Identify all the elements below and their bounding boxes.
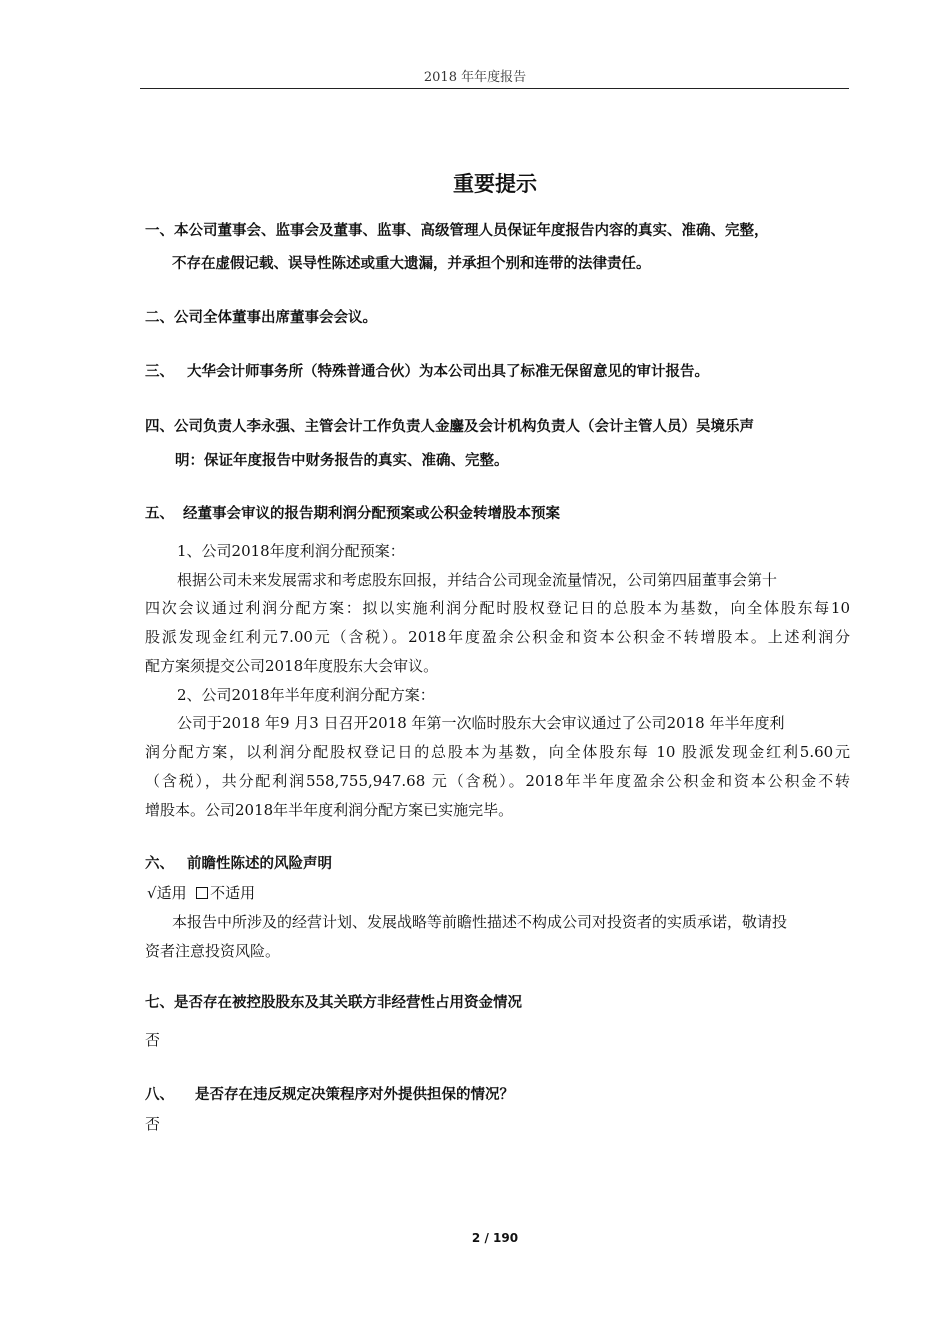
section-6-heading: 前瞻性陈述的风险声明: [187, 856, 332, 872]
page-header: 2018 年年度报告: [423, 70, 527, 85]
section-5-heading: 经董事会审议的报告期利润分配预案或公积金转增股本预案: [183, 506, 560, 522]
section-6-p-line-2: 资者注意投资风险。: [145, 942, 281, 960]
section-6-p-line-1: 本报告中所涉及的经营计划、发展战略等前瞻性描述不构成公司对投资者的实质承诺，敬请投: [172, 913, 788, 931]
section-3-text: 大华会计师事务所（特殊普通合伙）为本公司出具了标准无保留意见的审计报告。: [187, 364, 709, 380]
section-3-number: 三、: [145, 364, 174, 380]
page-title: 重要提示: [453, 172, 537, 196]
section-5-p2-line-1: 公司于2018 年9 月3 日召开2018 年第一次临时股东大会审议通过了公司2018 年半年度利: [177, 714, 785, 732]
section-1-line-1: 一、本公司董事会、监事会及董事、监事、高级管理人员保证年度报告内容的真实、准确、完整，: [145, 223, 769, 239]
check-mark-icon: √: [147, 884, 157, 902]
unchecked-box-icon: [196, 887, 208, 899]
section-8-answer: 否: [145, 1115, 161, 1133]
applicable-label: 适用: [156, 884, 187, 902]
section-8-heading: 是否存在违反规定决策程序对外提供担保的情况？: [195, 1087, 514, 1103]
section-5-p1-line-4: 配方案须提交公司2018年度股东大会审议。: [145, 657, 439, 675]
section-5-p1-line-1: 根据公司未来发展需求和考虑股东回报，并结合公司现金流量情况，公司第四届董事会第十: [177, 571, 778, 589]
header-divider: [140, 88, 849, 89]
section-5-sub-1: 1、公司2018年度利润分配预案：: [177, 542, 405, 560]
section-4-line-2: 明：保证年度报告中财务报告的真实、准确、完整。: [175, 453, 509, 469]
not-applicable-label: 不适用: [210, 884, 256, 902]
section-6-number: 六、: [145, 856, 174, 872]
section-5-number: 五、: [145, 506, 174, 522]
section-7-answer: 否: [145, 1031, 161, 1049]
section-5-p2-line-4: 增股本。公司2018年半年度利润分配方案已实施完毕。: [145, 801, 514, 819]
applicability-options: [147, 882, 255, 903]
section-8-number: 八、: [145, 1087, 174, 1103]
section-5-p1-line-2: 四次会议通过利润分配方案：拟以实施利润分配时股权登记日的总股本为基数，向全体股东每10: [145, 599, 850, 617]
section-5-p1-line-3: 股派发现金红利元7.00元（含税）。2018年度盈余公积金和资本公积金不转增股本。上述利润分: [145, 628, 850, 646]
section-2-line: 二、公司全体董事出席董事会会议。: [145, 310, 377, 326]
section-5-sub-2: 2、公司2018年半年度利润分配方案：: [177, 686, 435, 704]
page-number: 2 / 190: [471, 1231, 519, 1245]
section-5-p2-line-2: 润分配方案，以利润分配股权登记日的总股本为基数，向全体股东每 10 股派发现金红利5.60元: [145, 743, 850, 761]
section-5-p2-line-3: （含税），共分配利润558,755,947.68 元（含税）。2018年半年度盈余公积金和资本公积金不转: [145, 772, 850, 790]
section-7-heading: 七、是否存在被控股股东及其关联方非经营性占用资金情况: [145, 995, 522, 1011]
section-1-line-2: 不存在虚假记载、误导性陈述或重大遗漏，并承担个别和连带的法律责任。: [172, 256, 651, 272]
section-4-line-1: 四、公司负责人李永强、主管会计工作负责人金鏖及会计机构负责人（会计主管人员）吴境乐声: [145, 419, 754, 435]
